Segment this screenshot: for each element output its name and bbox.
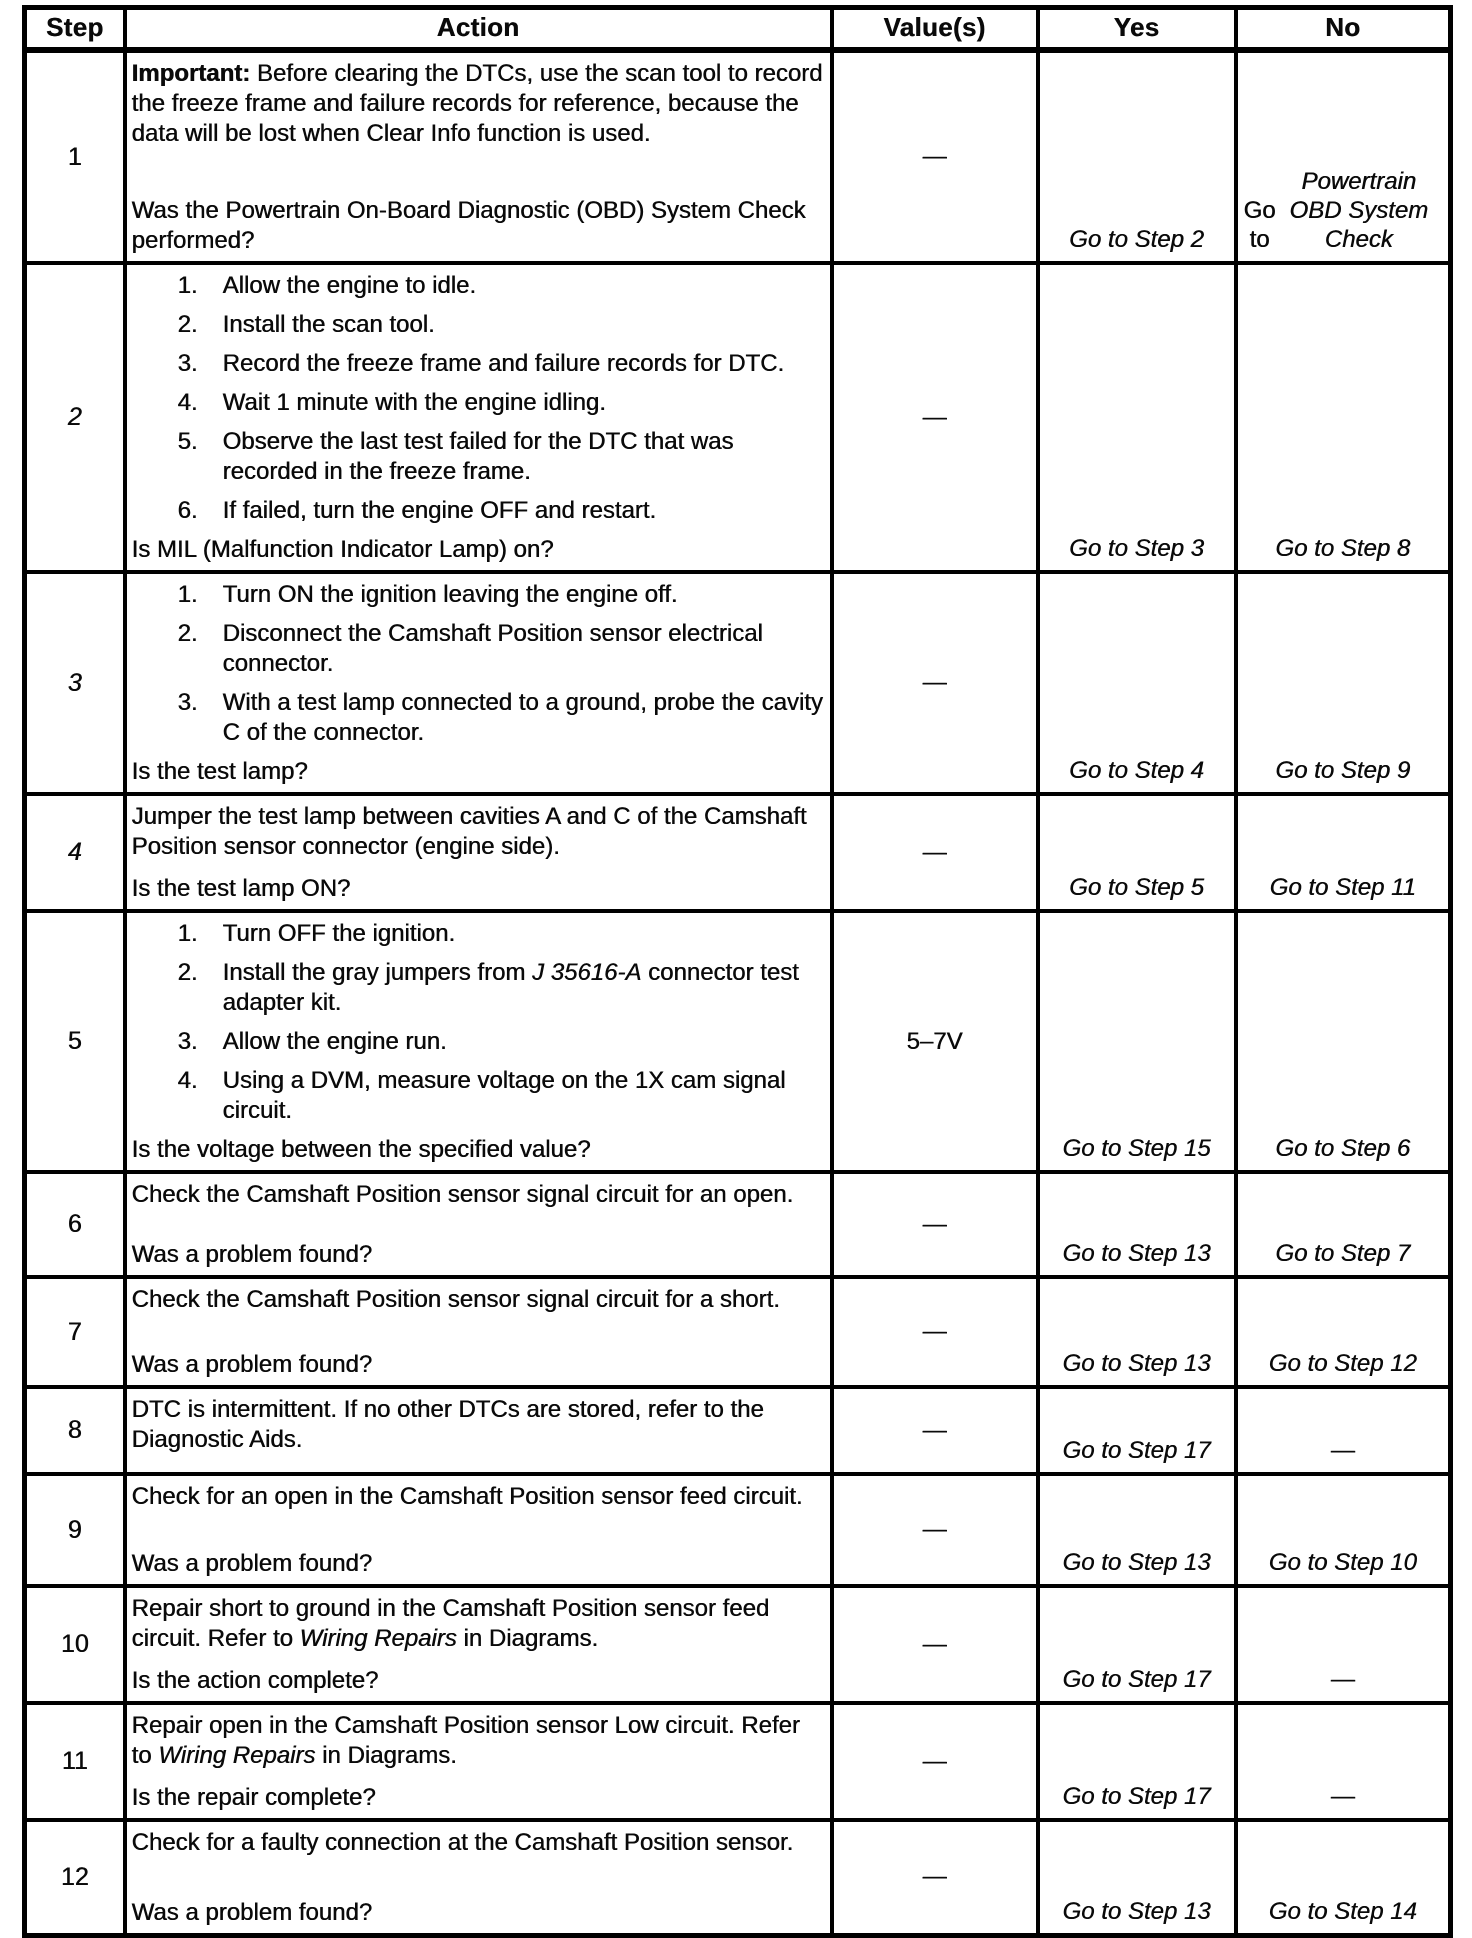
text-run: 6: [67, 1210, 82, 1238]
action-content: [127, 1476, 830, 1584]
yes-cell: [1038, 1387, 1236, 1474]
no-cell: [1236, 1820, 1451, 1935]
text-run: Go to: [1243, 197, 1276, 253]
column-header-values: Value(s): [832, 8, 1038, 51]
value-cell: [832, 1172, 1038, 1277]
step-cell: [25, 1474, 125, 1586]
text-run: Turn ON the ignition leaving the engine off.: [222, 581, 678, 608]
yes-cell: [1038, 572, 1236, 794]
text-run: Go to Step 15: [1062, 1135, 1211, 1162]
list-text: [223, 580, 678, 610]
text-run: Go to Step 2: [1069, 226, 1204, 253]
list-number: 1.: [177, 581, 198, 608]
table-row: [25, 1703, 1451, 1820]
text-run: 3: [67, 668, 82, 697]
text-run: Install the scan tool.: [222, 311, 435, 338]
value-cell: [832, 1820, 1038, 1935]
table-row: [25, 1474, 1451, 1586]
text-run: Go to Step 8: [1275, 535, 1411, 562]
text-run: Is MIL (Malfunction Indicator Lamp) on?: [131, 536, 554, 563]
text-run: Was a problem found?: [131, 1351, 373, 1378]
list-text: [223, 349, 785, 379]
text-run: Is the action complete?: [131, 1667, 379, 1694]
no-cell: [1236, 263, 1451, 572]
text-run: Jumper the test lamp between cavities A and C of the Camshaft Position sensor connector (engine side).: [131, 803, 807, 860]
list-item: [132, 1027, 824, 1057]
text-run: Wiring Repairs: [158, 1742, 316, 1769]
action-content: [127, 1705, 830, 1818]
no-goto-text: [1238, 1174, 1449, 1275]
text-run: Go to Step 3: [1069, 535, 1204, 562]
yes-goto-text: [1040, 1705, 1234, 1818]
text-run: Go to Step 6: [1275, 1135, 1411, 1162]
text-run: Go to Step 17: [1062, 1666, 1211, 1693]
yes-goto-text: [1040, 1389, 1234, 1472]
text-run: —: [922, 403, 947, 431]
list-item: [132, 919, 824, 949]
action-blocks: [132, 1594, 824, 1666]
action-cell: [125, 1387, 832, 1474]
question-text: [132, 1350, 824, 1380]
action-cell: [125, 911, 832, 1172]
value-cell: [832, 1586, 1038, 1703]
text-run: —: [922, 1416, 947, 1444]
list-text: [223, 919, 456, 949]
no-cell: [1236, 1474, 1451, 1586]
text-run: Turn OFF the ignition.: [222, 920, 456, 947]
yes-cell: [1038, 1474, 1236, 1586]
text-run: —: [922, 143, 947, 170]
yes-cell: [1038, 1820, 1236, 1935]
text-run: Record the freeze frame and failure records for DTC.: [222, 350, 785, 377]
action-paragraph: [132, 1285, 824, 1315]
action-paragraph: [132, 1594, 824, 1654]
text-run: Repair short to ground in the Camshaft Position sensor feed circuit. Refer to: [131, 1595, 770, 1652]
list-text: [223, 427, 824, 487]
text-run: Check the Camshaft Position sensor signal circuit for an open.: [131, 1181, 794, 1208]
action-blocks: [132, 919, 824, 1135]
question-text: [132, 757, 824, 787]
text-run: 11: [61, 1747, 88, 1775]
text-run: Was a problem found?: [131, 1898, 373, 1926]
table-row: [25, 1277, 1451, 1387]
action-paragraph: [132, 1828, 824, 1858]
text-run: Go to Step 9: [1275, 757, 1411, 784]
action-blocks: [132, 59, 824, 161]
action-paragraph: [132, 1711, 824, 1771]
text-run: —: [922, 1318, 947, 1345]
action-blocks: [132, 1482, 824, 1524]
question-text: [132, 1666, 824, 1696]
yes-cell: [1038, 1172, 1236, 1277]
text-run: Go to Step 4: [1069, 757, 1204, 784]
value-cell: [832, 1387, 1038, 1474]
no-goto-text: [1238, 574, 1449, 792]
value-cell: [832, 1277, 1038, 1387]
list-number: 2.: [177, 959, 198, 986]
list-text: [223, 271, 477, 301]
action-content: [127, 1279, 830, 1385]
yes-cell: [1038, 1703, 1236, 1820]
no-cell: [1236, 794, 1451, 911]
action-content: [127, 53, 830, 261]
list-text: [223, 688, 824, 748]
step-cell: [25, 1703, 125, 1820]
list-item: [132, 271, 824, 301]
text-run: 2: [67, 403, 82, 431]
text-run: Using a DVM, measure voltage on the 1X cam signal circuit.: [222, 1067, 786, 1124]
text-run: DTC is intermittent. If no other DTCs are stored, refer to the Diagnostic Aids.: [131, 1396, 764, 1453]
text-run: Go to Step 7: [1275, 1240, 1411, 1267]
step-cell: [25, 1387, 125, 1474]
question-text: [132, 1549, 824, 1579]
text-run: Check for an open in the Camshaft Position sensor feed circuit.: [131, 1483, 803, 1510]
text-run: Before clearing the DTCs, use the scan tool to record the freeze frame and failure records for reference, because the data will be lost when Clear Info function is used.: [131, 60, 823, 147]
text-run: connector test adapter kit.: [222, 959, 799, 1016]
text-run: Go to Step 5: [1069, 874, 1204, 901]
step-cell: [25, 1277, 125, 1387]
text-run: —: [922, 1747, 947, 1775]
action-cell: [125, 1474, 832, 1586]
yes-goto-text: [1040, 53, 1234, 261]
list-text: [223, 388, 606, 418]
yes-goto-text: [1040, 1279, 1234, 1385]
step-cell: [25, 50, 125, 263]
text-run: Go to Step 10: [1268, 1549, 1417, 1576]
list-number: 1.: [177, 272, 198, 299]
text-run: Was a problem found?: [131, 1550, 373, 1577]
no-goto-text: [1238, 796, 1449, 909]
no-goto-text: [1238, 1279, 1449, 1385]
question-text: [132, 874, 824, 904]
diagnostic-table: [22, 5, 1453, 1938]
no-cell: [1236, 50, 1451, 263]
text-run: Is the voltage between the specified value?: [131, 1136, 591, 1163]
text-run: Was a problem found?: [131, 1241, 373, 1268]
action-content: [127, 796, 830, 909]
text-run: Repair open in the Camshaft Position sensor Low circuit. Refer to: [131, 1712, 800, 1769]
list-number: 3.: [177, 1028, 198, 1055]
action-blocks: [132, 271, 824, 535]
text-run: —: [1330, 1783, 1355, 1810]
action-cell: [125, 1820, 832, 1935]
text-run: Go to Step 11: [1269, 874, 1416, 901]
action-cell: [125, 1586, 832, 1703]
text-run: 7: [67, 1317, 82, 1346]
yes-cell: [1038, 1586, 1236, 1703]
column-header-action: Action: [125, 8, 832, 51]
list-item: [132, 496, 824, 526]
no-goto-text: [1238, 913, 1449, 1170]
action-cell: [125, 794, 832, 911]
no-goto-text: [1238, 1822, 1449, 1933]
list-text: [223, 619, 824, 679]
text-run: 9: [67, 1515, 82, 1544]
list-number: 5.: [177, 428, 198, 455]
list-number: 2.: [177, 311, 198, 338]
question-text: [132, 1240, 824, 1270]
no-goto-text: [1238, 1389, 1449, 1472]
text-run: —: [922, 838, 947, 866]
text-run: 1: [67, 142, 82, 171]
text-run: Important:: [131, 60, 251, 87]
action-blocks: [132, 802, 824, 874]
text-run: J 35616-A: [531, 959, 642, 986]
action-content: [127, 574, 830, 792]
yes-goto-text: [1040, 1476, 1234, 1584]
value-cell: [832, 1474, 1038, 1586]
no-cell: [1236, 1387, 1451, 1474]
no-cell: [1236, 1172, 1451, 1277]
table-row: [25, 911, 1451, 1172]
action-cell: [125, 1703, 832, 1820]
list-item: [132, 580, 824, 610]
step-cell: [25, 1586, 125, 1703]
action-blocks: [132, 1828, 824, 1870]
yes-cell: [1038, 1277, 1236, 1387]
text-run: 5: [67, 1027, 82, 1055]
text-run: Go to Step 14: [1268, 1897, 1417, 1925]
table-row: [25, 1172, 1451, 1277]
list-number: 3.: [177, 350, 198, 377]
action-cell: [125, 263, 832, 572]
text-run: Go to Step 13: [1062, 1350, 1211, 1377]
yes-goto-text: [1040, 796, 1234, 909]
action-blocks: [132, 1395, 824, 1467]
text-run: Powertrain OBD System Check: [1289, 168, 1429, 253]
action-paragraph: [132, 1180, 824, 1210]
question-text: [132, 196, 824, 256]
text-run: —: [922, 1630, 947, 1658]
value-cell: [832, 794, 1038, 911]
action-content: [127, 265, 830, 570]
yes-cell: [1038, 794, 1236, 911]
text-run: —: [922, 669, 947, 696]
list-number: 2.: [177, 620, 198, 647]
action-content: [127, 1822, 830, 1933]
step-cell: [25, 572, 125, 794]
value-cell: [832, 50, 1038, 263]
text-run: —: [922, 1516, 947, 1543]
action-blocks: [132, 1285, 824, 1327]
list-text: [223, 958, 824, 1018]
column-header-yes: Yes: [1038, 8, 1236, 51]
action-cell: [125, 572, 832, 794]
yes-goto-text: [1040, 574, 1234, 792]
action-cell: [125, 50, 832, 263]
action-blocks: [132, 1180, 824, 1222]
table-row: [25, 572, 1451, 794]
no-goto-text: [1238, 265, 1449, 570]
no-cell: [1236, 572, 1451, 794]
table-row: [25, 263, 1451, 572]
text-run: 10: [60, 1630, 89, 1658]
list-item: [132, 1066, 824, 1126]
action-blocks: [132, 1711, 824, 1783]
value-cell: [832, 572, 1038, 794]
no-cell: [1236, 1703, 1451, 1820]
no-cell: [1236, 911, 1451, 1172]
yes-cell: [1038, 50, 1236, 263]
text-run: Is the test lamp ON?: [131, 875, 351, 902]
list-number: 3.: [177, 689, 198, 716]
text-run: If failed, turn the engine OFF and restart.: [222, 497, 657, 524]
question-text: [132, 1135, 824, 1165]
list-number: 4.: [177, 389, 198, 416]
text-run: Go to Step 12: [1268, 1350, 1417, 1377]
text-run: 12: [60, 1862, 89, 1891]
action-paragraph: [132, 802, 824, 862]
list-text: [223, 1066, 824, 1126]
text-run: Disconnect the Camshaft Position sensor electrical connector.: [222, 620, 763, 677]
text-run: —: [1330, 1437, 1355, 1464]
text-run: Observe the last test failed for the DTC that was recorded in the freeze frame.: [222, 428, 734, 485]
text-run: Allow the engine to idle.: [222, 272, 476, 299]
yes-goto-text: [1040, 1822, 1234, 1933]
list-item: [132, 688, 824, 748]
table-row: [25, 1387, 1451, 1474]
list-item: [132, 349, 824, 379]
action-content: [127, 1588, 830, 1701]
no-goto-text: [1238, 53, 1449, 261]
action-paragraph: [132, 59, 824, 149]
header-row: [25, 8, 1451, 51]
yes-cell: [1038, 263, 1236, 572]
no-goto-text: [1238, 1705, 1449, 1818]
text-run: Go to Step 17: [1062, 1437, 1211, 1464]
yes-goto-text: [1040, 1174, 1234, 1275]
text-run: Is the repair complete?: [131, 1784, 376, 1811]
list-text: [223, 1027, 447, 1057]
text-run: Go to Step 13: [1062, 1549, 1211, 1576]
no-cell: [1236, 1277, 1451, 1387]
text-run: Install the gray jumpers from: [222, 959, 532, 986]
text-run: With a test lamp connected to a ground, probe the cavity C of the connector.: [222, 689, 823, 746]
step-cell: [25, 911, 125, 1172]
question-text: [132, 1783, 824, 1813]
list-number: 1.: [177, 920, 198, 947]
yes-goto-text: [1040, 913, 1234, 1170]
list-number: 6.: [177, 497, 198, 524]
text-run: Is the test lamp?: [131, 758, 308, 785]
action-paragraph: [132, 1482, 824, 1512]
yes-goto-text: [1040, 265, 1234, 570]
action-content: [127, 913, 830, 1170]
text-run: Was the Powertrain On-Board Diagnostic (OBD) System Check performed?: [131, 197, 806, 254]
list-text: [223, 310, 435, 340]
list-text: [223, 496, 657, 526]
list-item: [132, 619, 824, 679]
action-content: [127, 1174, 830, 1275]
text-run: —: [922, 1210, 947, 1238]
table-row: [25, 50, 1451, 263]
text-run: in Diagrams.: [456, 1625, 599, 1652]
list-item: [132, 388, 824, 418]
step-cell: [25, 1172, 125, 1277]
text-run: —: [1330, 1666, 1355, 1693]
text-run: Go to Step 17: [1062, 1783, 1211, 1810]
no-goto-text: [1238, 1476, 1449, 1584]
table-row: [25, 1820, 1451, 1935]
text-run: in Diagrams.: [315, 1742, 457, 1769]
question-text: [132, 1898, 824, 1928]
action-content: [127, 1389, 830, 1472]
text-run: 4: [67, 838, 82, 866]
text-run: Wiring Repairs: [299, 1625, 457, 1652]
value-cell: [832, 1703, 1038, 1820]
list-item: [132, 310, 824, 340]
step-cell: [25, 794, 125, 911]
value-cell: [832, 911, 1038, 1172]
action-blocks: [132, 580, 824, 757]
question-text: [132, 535, 824, 565]
text-run: Check the Camshaft Position sensor signal circuit for a short.: [131, 1286, 780, 1313]
no-cell: [1236, 1586, 1451, 1703]
step-cell: [25, 1820, 125, 1935]
table-row: [25, 794, 1451, 911]
yes-cell: [1038, 911, 1236, 1172]
column-header-step: Step: [25, 8, 125, 51]
text-run: Go to Step 13: [1062, 1897, 1211, 1925]
list-item: [132, 958, 824, 1018]
yes-goto-text: [1040, 1588, 1234, 1701]
text-run: 5–7V: [906, 1027, 963, 1055]
no-goto-text: [1238, 1588, 1449, 1701]
value-cell: [832, 263, 1038, 572]
list-item: [132, 427, 824, 487]
text-run: Go to Step 13: [1062, 1240, 1211, 1267]
action-cell: [125, 1172, 832, 1277]
text-run: —: [922, 1863, 947, 1891]
table-row: [25, 1586, 1451, 1703]
text-run: Wait 1 minute with the engine idling.: [222, 389, 606, 416]
step-cell: [25, 263, 125, 572]
text-run: Allow the engine run.: [222, 1028, 447, 1055]
list-number: 4.: [177, 1067, 198, 1094]
text-run: Check for a faulty connection at the Camshaft Position sensor.: [131, 1829, 794, 1856]
column-header-no: No: [1236, 8, 1451, 51]
text-run: 8: [67, 1416, 82, 1444]
action-paragraph: [132, 1395, 824, 1455]
action-cell: [125, 1277, 832, 1387]
